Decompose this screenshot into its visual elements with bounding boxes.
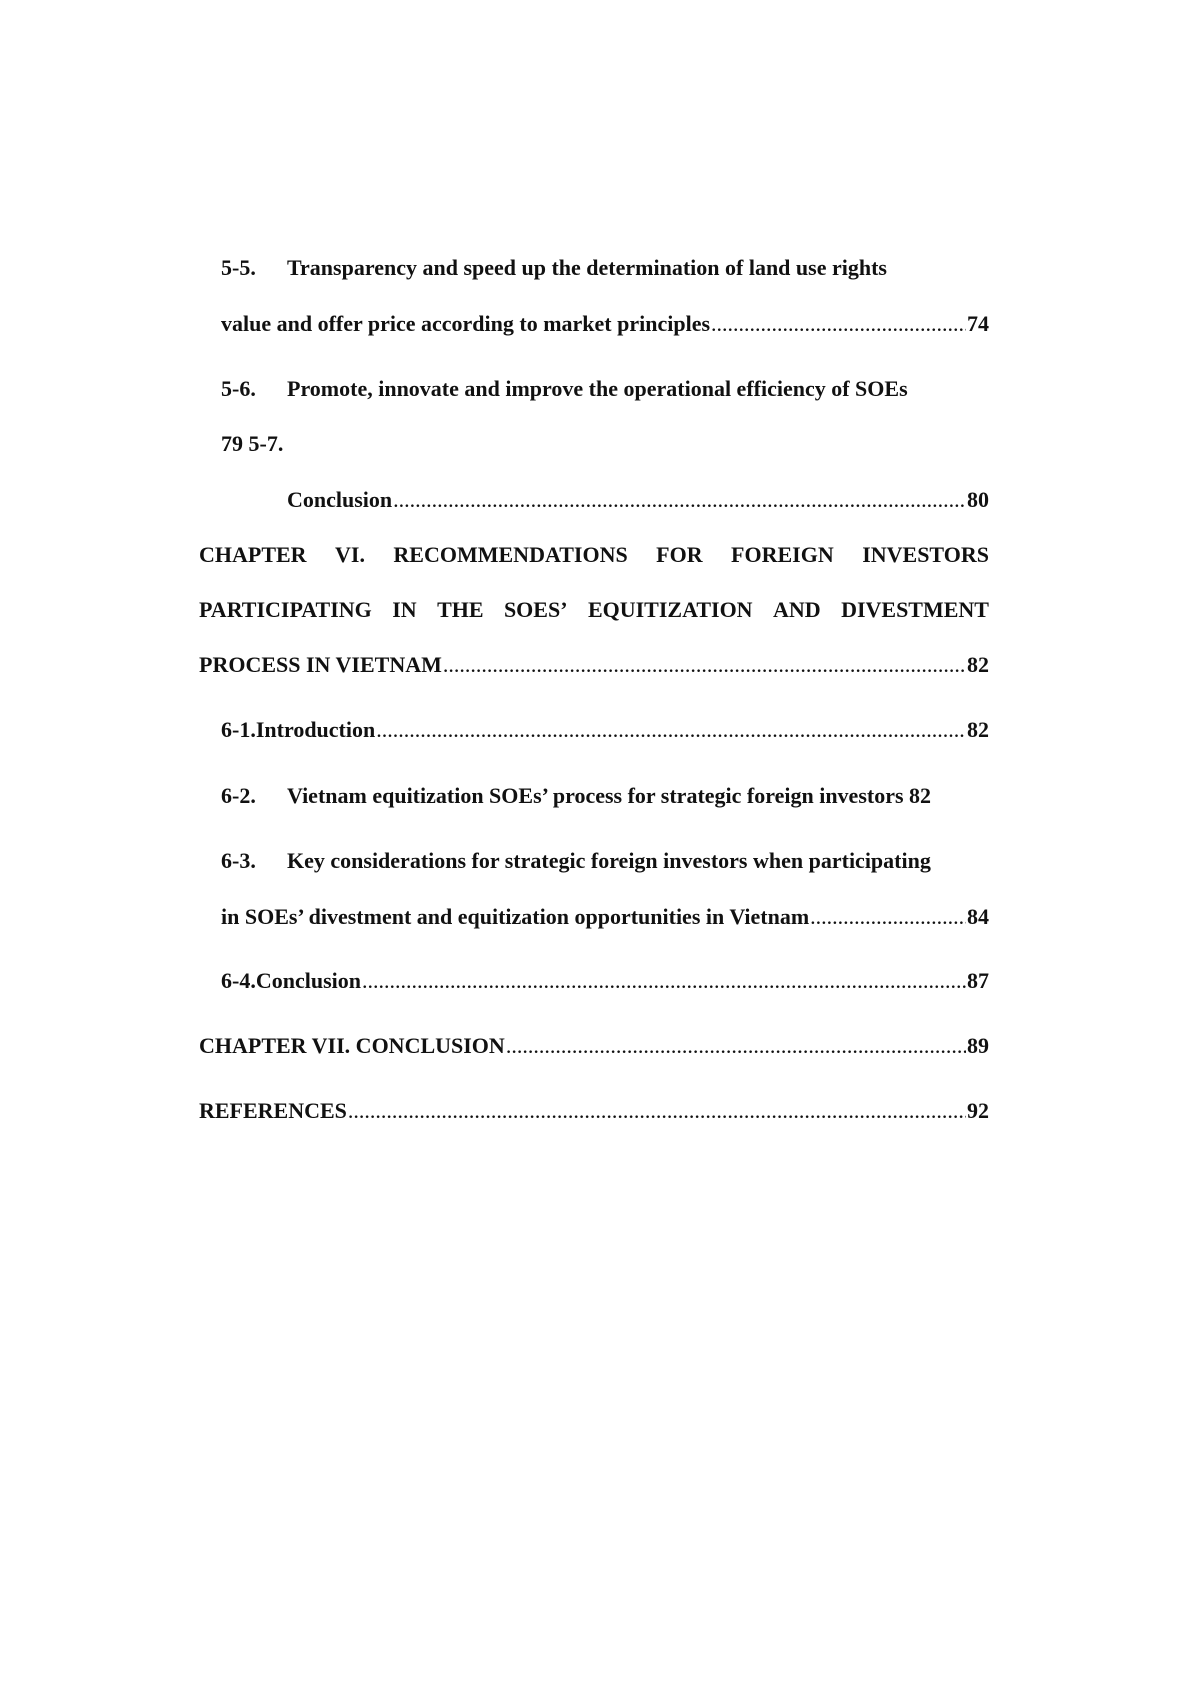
toc-entry-6-4: [221, 965, 989, 997]
toc-entry-6-3-line-1: [221, 845, 989, 877]
word: CHAPTER: [199, 542, 307, 567]
toc-entry-5-6-line-2: [221, 428, 989, 460]
dot-leader: [810, 901, 966, 933]
page-number-and-next-section: 79 5-7.: [221, 431, 284, 456]
toc-entry-5-7: [287, 484, 989, 516]
section-title: Conclusion: [287, 487, 393, 512]
dot-leader: [443, 649, 966, 681]
chapter-title: CHAPTER VII. CONCLUSION: [199, 1033, 505, 1058]
section-number: 5-5.: [221, 255, 256, 280]
word: RECOMMENDATIONS: [393, 542, 628, 567]
page-number: 87: [967, 968, 989, 993]
toc-references: [199, 1095, 989, 1127]
dot-leader: [506, 1030, 966, 1062]
word: DIVESTMENT: [841, 597, 989, 622]
page-number: 74: [967, 311, 989, 336]
page-number: 80: [967, 487, 989, 512]
toc-entry-6-1: [221, 714, 989, 746]
section-title-continued: in SOEs’ divestment and equitization opportunities in Vietnam: [221, 904, 810, 929]
section-number: 6-2.: [221, 783, 256, 808]
word: VI.: [335, 542, 365, 567]
toc-entry-5-5-line-2: [221, 308, 989, 340]
word: PARTICIPATING: [199, 597, 372, 622]
dot-leader: [362, 965, 966, 997]
dot-leader: [393, 484, 966, 516]
section-title: Conclusion: [255, 968, 361, 993]
word: FOR: [656, 542, 703, 567]
toc-entry-6-2: [221, 780, 989, 812]
section-title: Vietnam equitization SOEs’ process for strategic foreign investors 82: [287, 783, 932, 808]
word: INVESTORS: [862, 542, 989, 567]
dot-leader: [348, 1095, 966, 1127]
toc-chapter-6-line-2: [199, 594, 989, 626]
page-number: 92: [967, 1098, 989, 1123]
section-number: 6-1.: [221, 717, 256, 742]
toc-entry-5-5-line-1: [221, 252, 989, 284]
word: AND: [772, 597, 821, 622]
word: EQUITIZATION: [587, 597, 753, 622]
toc-chapter-7: [199, 1030, 989, 1062]
section-title: Introduction: [255, 717, 376, 742]
page-number: 82: [967, 717, 989, 742]
references-title: REFERENCES: [199, 1098, 347, 1123]
chapter-title-continued: PROCESS IN VIETNAM: [199, 652, 442, 677]
word: SOES’: [503, 597, 568, 622]
word: IN: [392, 597, 417, 622]
section-title: Transparency and speed up the determination of land use rights: [287, 255, 887, 280]
dot-leader: [711, 308, 966, 340]
page-number: 89: [967, 1033, 989, 1058]
toc-chapter-6-line-3: [199, 649, 989, 681]
section-title-continued: value and offer price according to market principles: [221, 311, 711, 336]
word: FOREIGN: [731, 542, 834, 567]
page-number: 82: [967, 652, 989, 677]
word: THE: [437, 597, 484, 622]
section-number: 6-4.: [221, 968, 256, 993]
dot-leader: [376, 714, 966, 746]
toc-chapter-6-line-1: [199, 539, 989, 571]
section-number: 6-3.: [221, 848, 256, 873]
section-title: Key considerations for strategic foreign investors when participating: [287, 848, 931, 873]
page-number: 84: [967, 904, 989, 929]
section-title: Promote, innovate and improve the operational efficiency of SOEs: [287, 376, 908, 401]
toc-entry-6-3-line-2: [221, 901, 989, 933]
toc-entry-5-6-line-1: [221, 373, 989, 405]
section-number: 5-6.: [221, 376, 256, 401]
